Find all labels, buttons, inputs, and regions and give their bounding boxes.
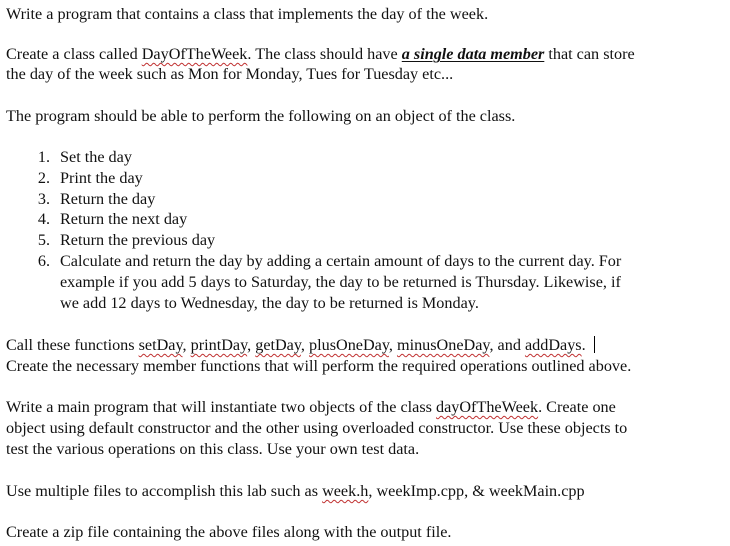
files-suffix: , weekImp.cpp, & weekMain.cpp (368, 482, 585, 500)
separator: , (300, 336, 310, 354)
class-name-dayoftheweek-lower: dayOfTheWeek (436, 398, 539, 416)
zip-paragraph: Create a zip file containing the above files along with the output file. (6, 523, 452, 541)
list-text: Return the next day (60, 210, 188, 228)
files-paragraph (6, 481, 585, 501)
list-text: Return the day (60, 190, 156, 208)
separator: , (247, 336, 256, 354)
single-data-member-emphasis: a single data member (401, 45, 545, 63)
create-class-prefix: Create a class called (6, 45, 142, 63)
list-number: 3. (37, 190, 50, 208)
function-setday: setDay (138, 336, 183, 354)
intro-paragraph: Write a program that contains a class that implements the day of the week. (6, 5, 489, 23)
sentence-end: . (581, 336, 586, 354)
list-number: 6. (37, 252, 50, 270)
class-name-dayoftheweek: DayOfTheWeek (141, 45, 248, 63)
perform-intro-paragraph: The program should be able to perform the following on an object of the class. (6, 107, 516, 125)
separator: , (182, 336, 191, 354)
function-adddays: addDays (524, 336, 582, 354)
main-program-line-3: test the various operations on this class. Use your own test data. (6, 440, 420, 458)
list-text: Return the previous day (60, 231, 216, 249)
function-getday: getDay (255, 336, 301, 354)
list-text: Print the day (60, 169, 143, 187)
separator: , (388, 336, 397, 354)
files-prefix: Use multiple files to accomplish this lab such as (6, 482, 323, 500)
list-item (30, 251, 720, 313)
function-printday: printDay (190, 336, 248, 354)
list-number: 4. (37, 210, 50, 228)
list-text-line-1: Calculate and return the day by adding a certain amount of days to the current day. For (60, 252, 622, 270)
list-text: Set the day (60, 148, 132, 166)
text-cursor (594, 336, 595, 353)
call-functions-line-2: Create the necessary member functions that will perform the required operations outlined above. (6, 357, 632, 375)
create-class-suffix: that can store (544, 45, 635, 63)
call-functions-prefix: Call these functions (6, 336, 139, 354)
function-minusoneday: minusOneDay (396, 336, 490, 354)
create-class-line-2: the day of the week such as Mon for Monday, Tues for Tuesday etc... (6, 65, 454, 83)
list-number: 5. (37, 231, 50, 249)
list-number: 2. (37, 169, 50, 187)
create-class-line-1 (6, 44, 635, 64)
separator: , and (489, 336, 525, 354)
call-functions-line-1 (6, 335, 595, 355)
main-program-suffix: . Create one (538, 398, 616, 416)
main-program-line-2: object using default constructor and the other using overloaded constructor. Use these objects to (6, 419, 628, 437)
list-number: 1. (37, 148, 50, 166)
list-text-line-3: we add 12 days to Wednesday, the day to be returned is Monday. (60, 294, 479, 312)
create-class-middle: . The class should have (247, 45, 402, 63)
main-program-prefix: Write a main program that will instantiate two objects of the class (6, 398, 436, 416)
function-plusoneday: plusOneDay (309, 336, 389, 354)
main-program-line-1 (6, 397, 616, 417)
file-week-h: week.h (322, 482, 369, 500)
list-text-line-2: example if you add 5 days to Saturday, the day to be returned is Thursday. Likewise, if (60, 273, 621, 291)
